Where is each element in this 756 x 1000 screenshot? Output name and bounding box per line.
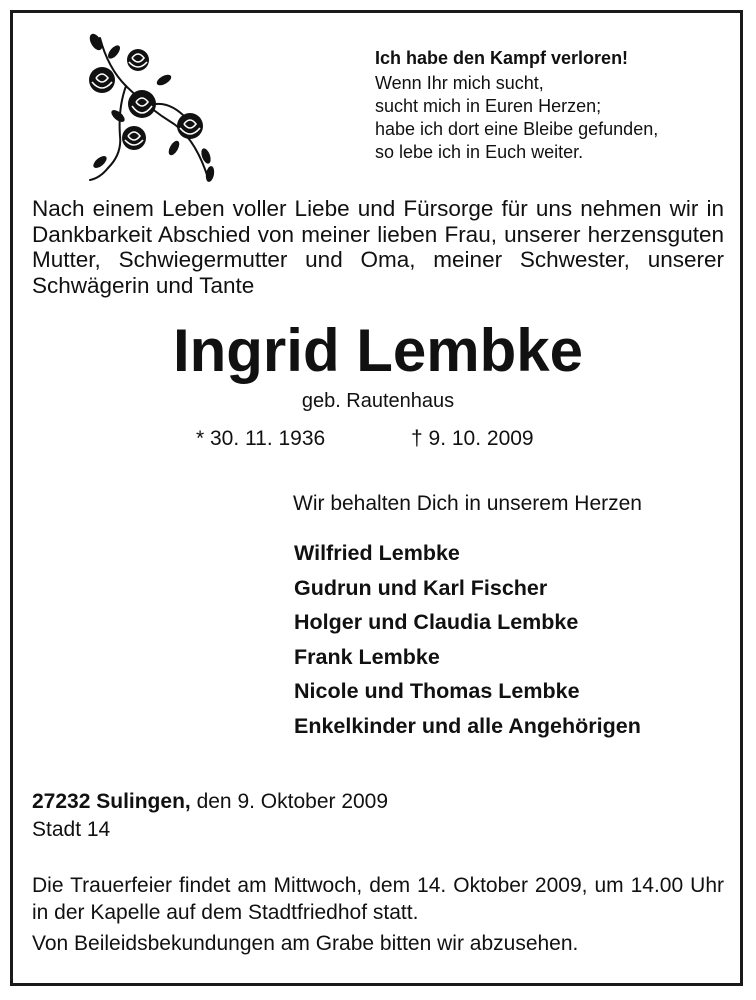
birth-date: * 30. 11. 1936 — [196, 427, 326, 450]
mourners-list — [294, 536, 641, 743]
poem-line: Wenn Ihr mich sucht, — [375, 73, 544, 93]
place-city: 27232 Sulingen, — [32, 790, 191, 813]
place-date — [32, 788, 388, 816]
funeral-info: Die Trauerfeier findet am Mittwoch, dem 14. Oktober 2009, um 14.00 Uhr in der Kapelle auf dem Stadtfriedhof statt. — [32, 874, 724, 924]
notice-date: den 9. Oktober 2009 — [190, 790, 389, 813]
poem-line: so lebe ich in Euch weiter. — [375, 142, 584, 162]
mourner: Gudrun und Karl Fischer — [294, 575, 548, 600]
roses-icon — [78, 28, 228, 188]
mourner: Holger und Claudia Lembke — [294, 610, 579, 634]
poem — [375, 46, 735, 164]
birth-name: geb. Rautenhaus — [301, 390, 455, 412]
motto: Wir behalten Dich in unserem Herzen — [293, 492, 642, 515]
mourner: Enkelkinder und alle Angehörigen — [294, 713, 641, 738]
poem-line: habe ich dort eine Bleibe gefunden, — [375, 119, 659, 139]
poem-line: sucht mich in Euren Herzen; — [375, 96, 602, 116]
death-date: † 9. 10. 2009 — [411, 427, 534, 450]
condolence-note: Von Beileidsbekundungen am Grabe bitten wir abzusehen. — [32, 932, 579, 955]
mourner: Wilfried Lembke — [294, 541, 460, 565]
mourner: Frank Lembke — [294, 644, 440, 669]
street-address: Stadt 14 — [32, 818, 111, 841]
deceased-name: Ingrid Lembke — [172, 317, 584, 384]
intro-text: Nach einem Leben voller Liebe und Fürsorge für uns nehmen wir in Dankbarkeit Abschied von meiner lieben Frau, unserer herzensguten Mutter, Schwiegermutter und Oma, meiner Schwester, unserer Schwägerin und Tante — [32, 196, 724, 298]
poem-title: Ich habe den Kampf verloren! — [375, 48, 629, 68]
mourner: Nicole und Thomas Lembke — [294, 679, 580, 703]
